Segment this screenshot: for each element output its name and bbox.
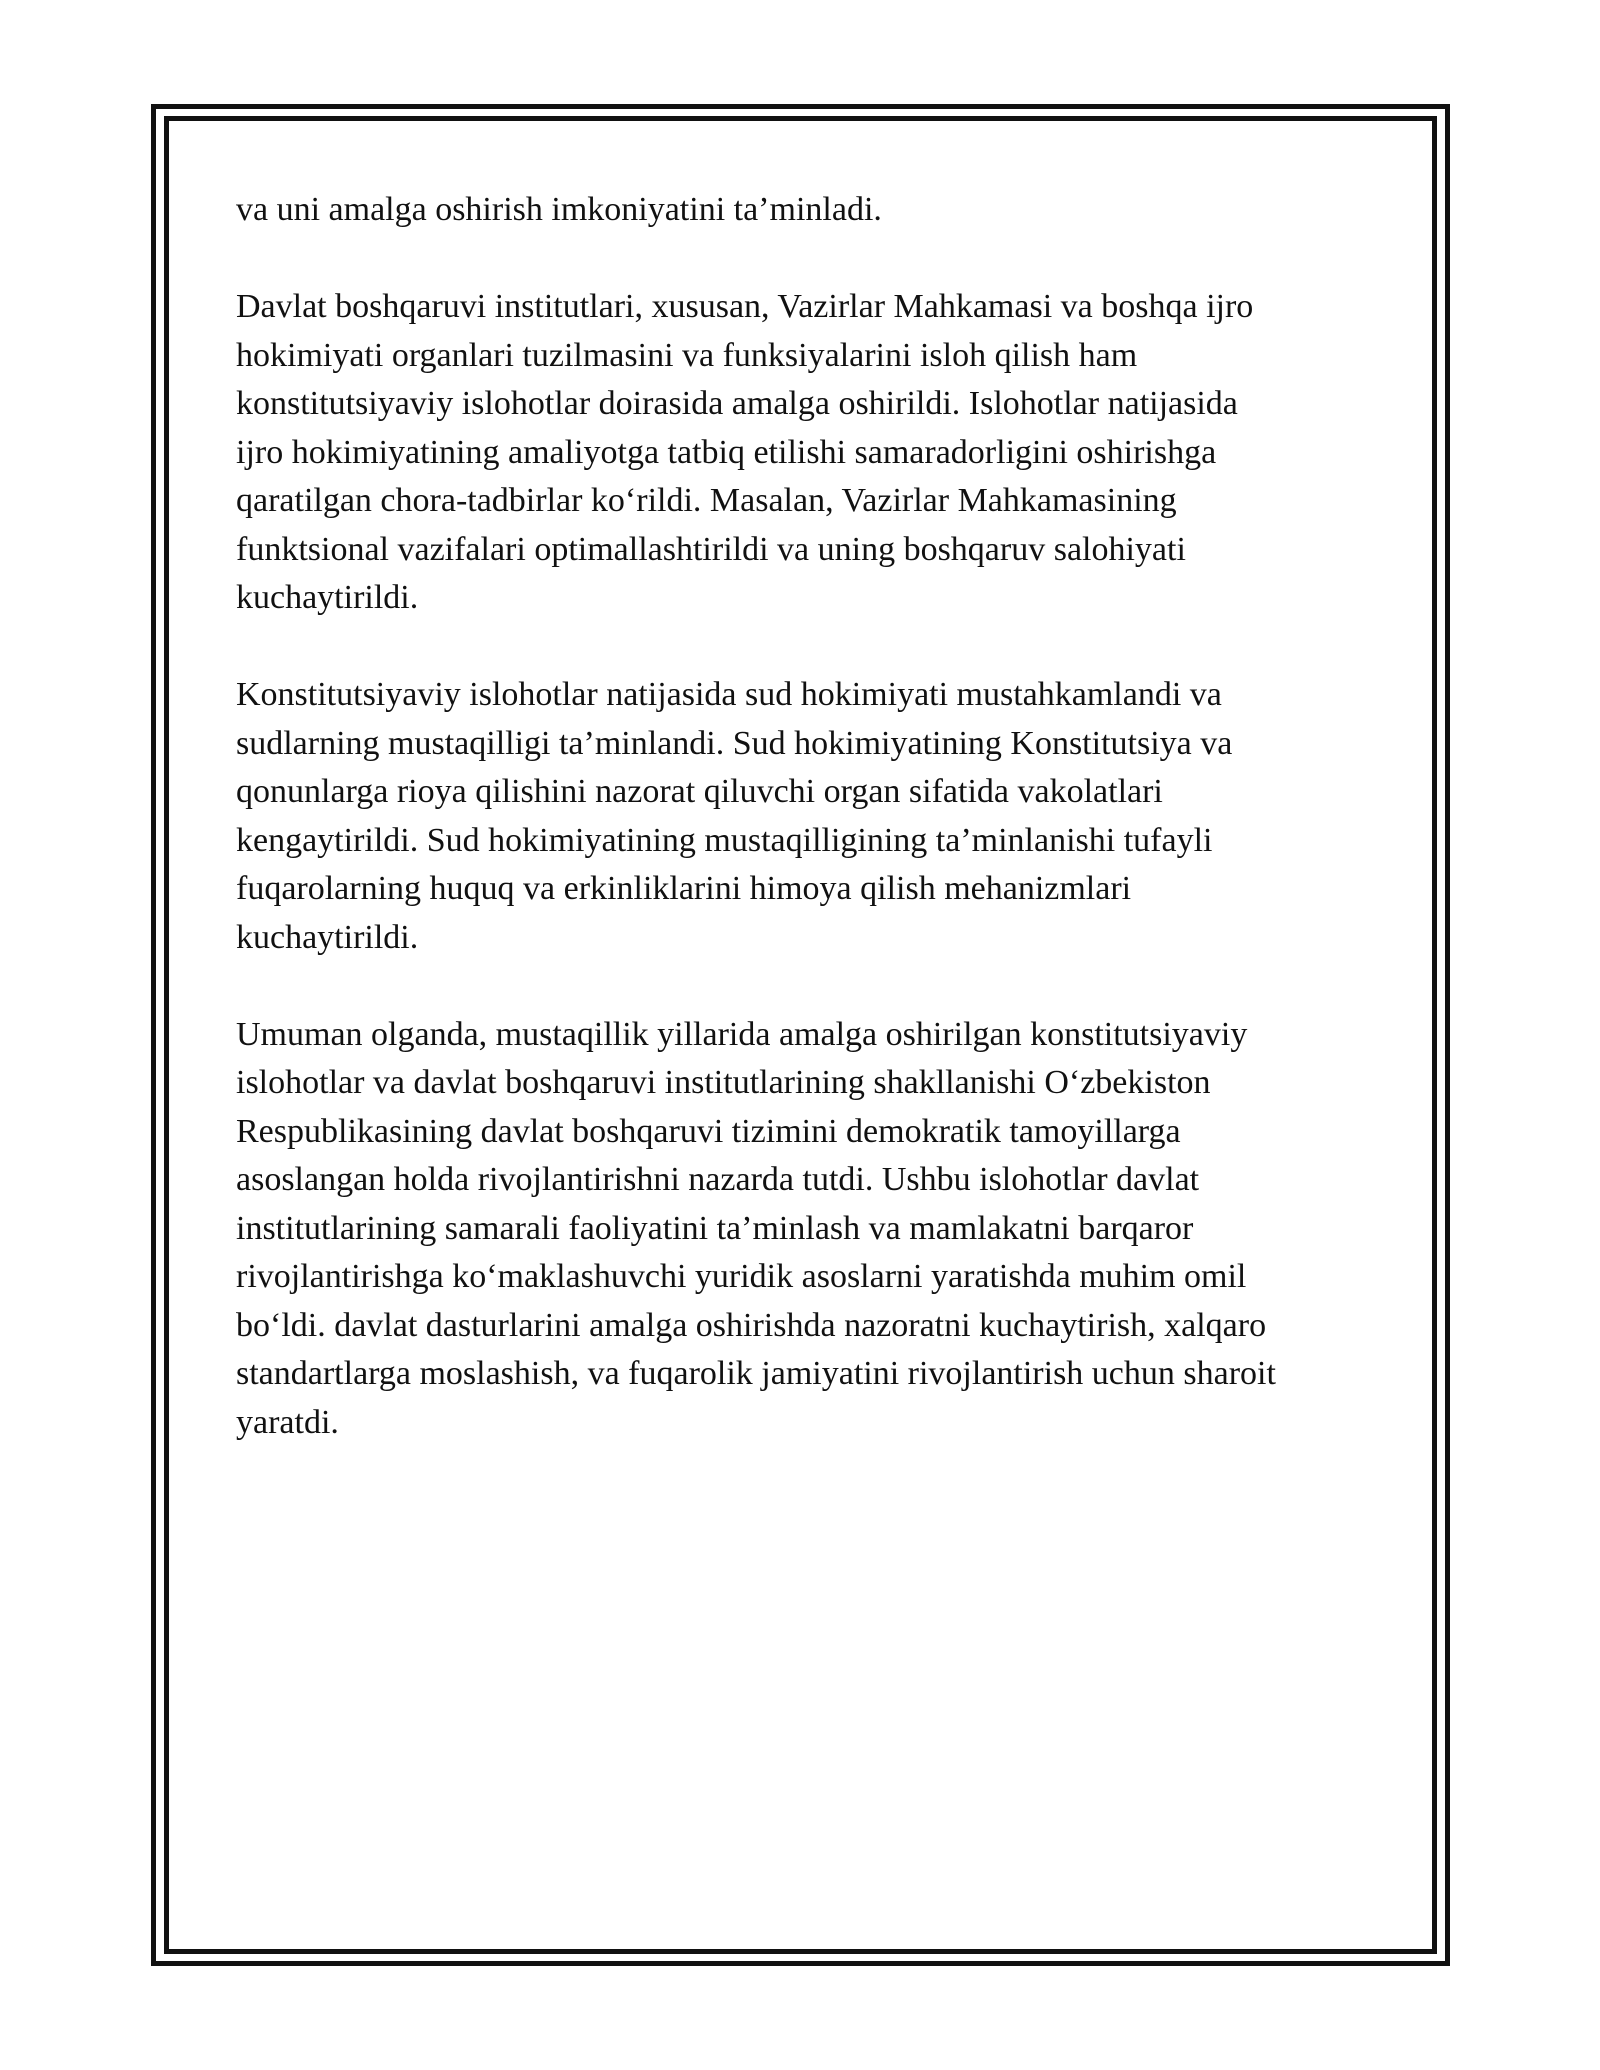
paragraph-1: va uni amalga oshirish imkoniyatini ta’minladi. bbox=[236, 191, 882, 228]
document-body bbox=[236, 186, 1376, 1496]
paragraph-4: Umuman olganda, mustaqillik yillarida amalga oshirilgan konstitutsiyaviy islohotlar va davlat boshqaruvi institutlarining shakllanishi Oʻzbekiston Respublikasining davlat boshqaruvi tizimini demokratik tamoyillarga asoslangan holda rivojlantirishni nazarda tutdi. Ushbu islohotlar davlat institutlarining samarali faoliyatini ta’minlash va mamlakatni barqaror rivojlantirishga koʻmaklashuvchi yuridik asoslarni yaratishda muhim omil boʻldi. davlat dasturlarini amalga oshirishda nazoratni kuchaytirish, xalqaro standartlarga moslashish, va fuqarolik jamiyatini rivojlantirish uchun sharoit yaratdi. bbox=[236, 1015, 1276, 1441]
paragraph-2: Davlat boshqaruvi institutlari, xususan, Vazirlar Mahkamasi va boshqa ijro hokimiyati organlari tuzilmasini va funksiyalarini isloh qilish ham konstitutsiyaviy islohotlar doirasida amalga oshirildi. Islohotlar natijasida ijro hokimiyatining amaliyotga tatbiq etilishi samaradorligini oshirishga qaratilgan chora-tadbirlar koʻrildi. Masalan, Vazirlar Mahkamasining funktsional vazifalari optimallashtirildi va uning boshqaruv salohiyati kuchaytirildi. bbox=[236, 288, 1254, 616]
paragraph-3: Konstitutsiyaviy islohotlar natijasida sud hokimiyati mustahkamlandi va sudlarning mustaqilligi ta’minlandi. Sud hokimiyatining Konstitutsiya va qonunlarga rioya qilishini nazorat qiluvchi organ sifatida vakolatlari kengaytirildi. Sud hokimiyatining mustaqilligining ta’minlanishi tufayli fuqarolarning huquq va erkinliklarini himoya qilish mehanizmlari kuchaytirildi. bbox=[236, 676, 1233, 956]
